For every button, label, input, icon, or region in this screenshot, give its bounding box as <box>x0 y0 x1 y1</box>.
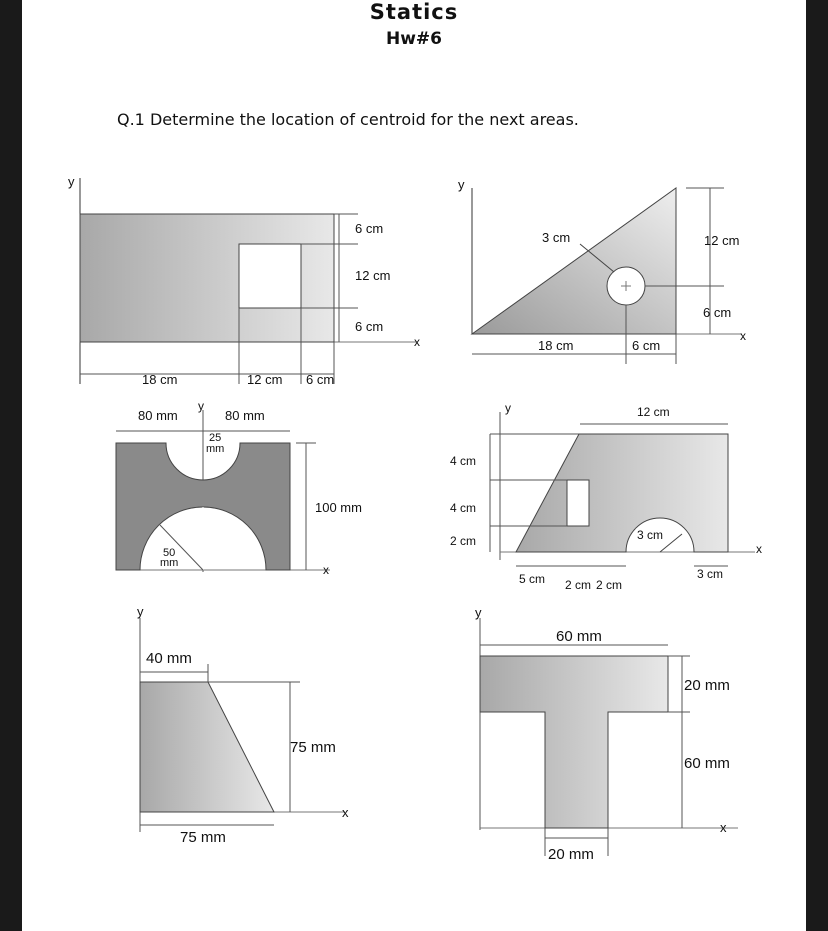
fig3-dim-left-width: 80 mm <box>138 408 178 423</box>
figure-6 <box>480 618 738 856</box>
document-title: Statics <box>369 0 459 24</box>
fig1-dim-mid: 12 cm <box>355 268 391 283</box>
figure-4 <box>490 412 755 566</box>
fig4-dim-h1: 4 cm <box>450 454 477 468</box>
fig4-dim-radius: 3 cm <box>637 528 664 542</box>
fig4-x-label: x <box>756 542 762 556</box>
fig4-trapezoid <box>516 434 728 552</box>
fig1-x-label: x <box>414 335 420 349</box>
fig5-dim-bottom-width: 75 mm <box>180 829 226 846</box>
fig3-dim-large-radius-bottom: mm <box>160 557 179 569</box>
fig4-dim-b2: 2 cm <box>565 578 592 592</box>
fig6-dim-web-height: 60 mm <box>684 755 730 772</box>
fig3-dim-small-radius-bottom: mm <box>206 443 225 455</box>
fig4-dim-b1: 5 cm <box>519 572 546 586</box>
fig3-dim-small-radius-top: 25 <box>209 432 222 444</box>
fig2-x-label: x <box>740 329 746 343</box>
fig2-dim-width: 18 cm <box>538 338 574 353</box>
fig4-dim-h3: 2 cm <box>450 534 477 548</box>
fig1-dim-left: 18 cm <box>142 372 178 387</box>
fig6-dim-web-width: 20 mm <box>548 846 594 863</box>
fig2-dim-radius: 3 cm <box>542 230 571 245</box>
fig3-dim-height: 100 mm <box>315 500 362 515</box>
fig6-dim-width: 60 mm <box>556 628 602 645</box>
fig3-dim-large-radius-top: 50 <box>163 547 176 559</box>
fig5-trapezoid <box>140 682 274 812</box>
fig5-x-label: x <box>342 805 349 820</box>
fig4-rect-hole <box>567 480 589 526</box>
figure-2 <box>472 188 742 364</box>
fig4-radius-arrow <box>660 534 682 552</box>
fig2-dim-offset: 6 cm <box>632 338 661 353</box>
fig5-dim-top-width: 40 mm <box>146 650 192 667</box>
fig1-dim-right: 6 cm <box>306 372 335 387</box>
document-subtitle: Hw#6 <box>385 29 442 49</box>
fig2-dim-circle-y: 6 cm <box>703 305 732 320</box>
figure-3 <box>116 410 330 572</box>
fig4-y-label: y <box>505 401 511 415</box>
fig2-triangle <box>472 188 676 334</box>
fig6-dim-flange: 20 mm <box>684 677 730 694</box>
fig6-t-section <box>480 656 668 828</box>
fig4-dim-top-width: 12 cm <box>637 405 670 419</box>
fig1-dim-center: 12 cm <box>247 372 283 387</box>
fig6-y-label: y <box>475 605 482 620</box>
fig1-square-hole <box>239 244 301 308</box>
fig2-dim-height: 12 cm <box>704 233 740 248</box>
fig4-dim-b3: 2 cm <box>596 578 623 592</box>
question-text: Q.1 Determine the location of centroid for the next areas. <box>117 110 579 129</box>
fig3-dim-right-width: 80 mm <box>225 408 265 423</box>
fig4-dim-h2: 4 cm <box>450 501 477 515</box>
fig5-dim-height: 75 mm <box>290 739 336 756</box>
fig6-x-label: x <box>720 820 727 835</box>
fig3-y-label: y <box>198 399 204 413</box>
fig1-dim-low: 6 cm <box>355 319 384 334</box>
fig2-y-label: y <box>458 177 465 192</box>
fig5-y-label: y <box>137 604 144 619</box>
fig1-y-label: y <box>68 174 75 189</box>
fig3-x-label: x <box>323 563 329 577</box>
fig1-dim-top: 6 cm <box>355 221 384 236</box>
fig4-dim-b4: 3 cm <box>697 567 724 581</box>
